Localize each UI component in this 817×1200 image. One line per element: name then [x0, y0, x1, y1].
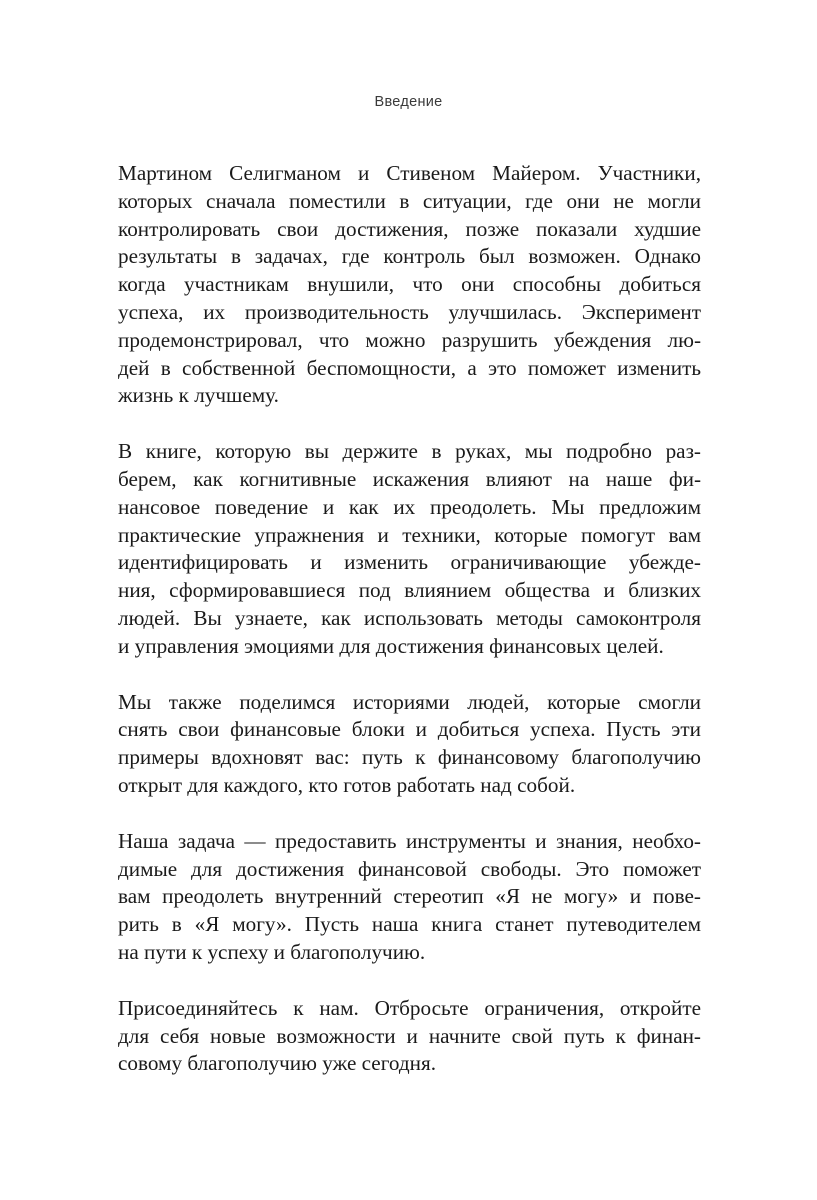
- running-head-title: Введение: [374, 94, 443, 110]
- text-line: и управления эмоциями для достижения финансовых целей.: [118, 633, 664, 658]
- paragraph-4: [118, 828, 701, 967]
- paragraph-3: [118, 689, 701, 800]
- text-line: снять свои финансовые блоки и добиться успеха. Пусть эти: [118, 717, 701, 742]
- text-line: результаты в задачах, где контроль был возможен. Однако: [118, 244, 701, 269]
- paragraph-5: [118, 995, 701, 1078]
- body-text: [118, 160, 701, 1106]
- text-line: жизнь к лучшему.: [118, 383, 279, 408]
- text-line: примеры вдохновят вас: путь к финансовому благополучию: [118, 745, 701, 770]
- text-line: совому благополучию уже сегодня.: [118, 1051, 437, 1076]
- text-line: для себя новые возможности и начните свой путь к финан-: [118, 1023, 701, 1048]
- text-line: продемонстрировал, что можно разрушить убеждения лю-: [118, 327, 701, 352]
- text-line: практические упражнения и техники, которые помогут вам: [118, 522, 701, 547]
- text-line: Наша задача — предоставить инструменты и знания, необхо-: [118, 828, 701, 853]
- text-line: вам преодолеть внутренний стереотип «Я не могу» и пове-: [118, 884, 701, 909]
- text-line: рить в «Я могу». Пусть наша книга станет путеводителем: [118, 912, 701, 937]
- text-line: нансовое поведение и как их преодолеть. Мы предложим: [118, 494, 701, 519]
- text-line: ния, сформировавшиеся под влиянием общества и близких: [118, 578, 701, 603]
- text-line: контролировать свои достижения, позже показали худшие: [118, 216, 701, 241]
- text-line: Мартином Селигманом и Стивеном Майером. Участники,: [118, 161, 701, 185]
- text-line: открыт для каждого, кто готов работать над собой.: [118, 772, 576, 797]
- text-line: Присоединяйтесь к нам. Отбросьте ограничения, откройте: [118, 995, 701, 1020]
- text-line: на пути к успеху и благополучию.: [118, 939, 426, 964]
- text-line: дей в собственной беспомощности, а это поможет изменить: [118, 355, 701, 380]
- text-line: людей. Вы узнаете, как использовать методы самоконтроля: [118, 605, 701, 630]
- text-line: берем, как когнитивные искажения влияют на наше фи-: [118, 466, 701, 491]
- text-line: когда участникам внушили, что они способны добиться: [118, 272, 701, 297]
- paragraph-2: [118, 438, 701, 660]
- paragraph-1: [118, 160, 701, 410]
- text-line: идентифицировать и изменить ограничивающие убежде-: [118, 550, 701, 575]
- text-line: Мы также поделимся историями людей, которые смогли: [118, 689, 701, 714]
- text-line: которых сначала поместили в ситуации, где они не могли: [118, 188, 701, 213]
- text-line: димые для достижения финансовой свободы. Это поможет: [118, 856, 701, 881]
- text-line: успеха, их производительность улучшилась. Эксперимент: [118, 299, 701, 324]
- text-line: В книге, которую вы держите в руках, мы подробно раз-: [118, 439, 701, 464]
